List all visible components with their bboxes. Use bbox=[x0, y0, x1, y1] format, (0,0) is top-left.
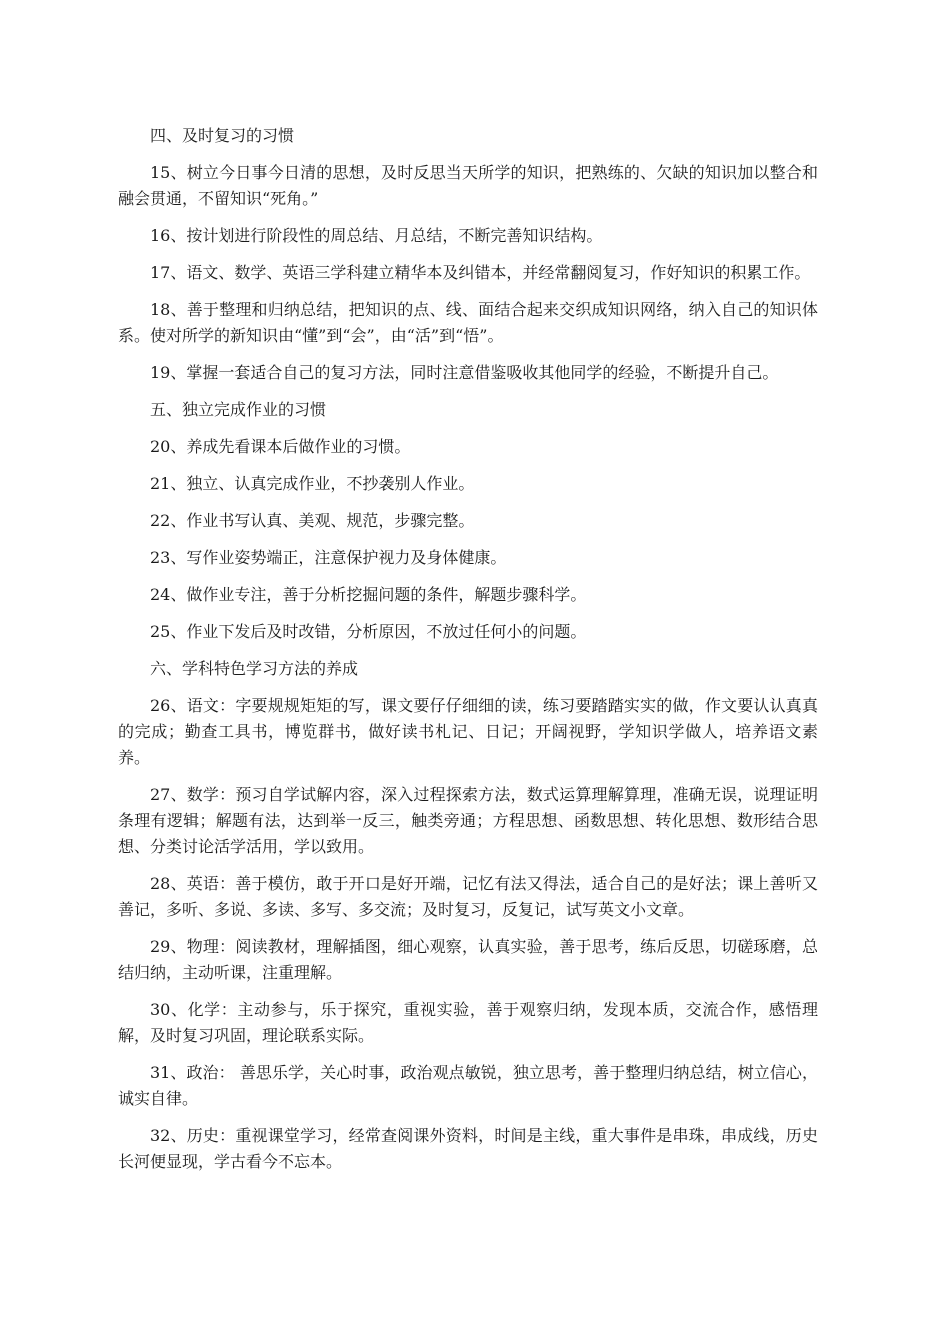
document-body bbox=[118, 123, 818, 1186]
section-heading-review: 四、及时复习的习惯 bbox=[150, 126, 295, 145]
paragraph-22: 22、作业书写认真、美观、规范，步骤完整。 bbox=[150, 511, 475, 530]
paragraph-26: 26、语文：字要规规矩矩的写，课文要仔仔细细的读，练习要踏踏实实的做，作文要认认真真的完成；勤查工具书，博览群书，做好读书札记、日记；开阔视野，学知识学做人，培养语文素养。 bbox=[118, 696, 818, 767]
paragraph-27: 27、数学：预习自学试解内容，深入过程探索方法，数式运算理解算理，准确无误，说理证明条理有逻辑；解题有法，达到举一反三，触类旁通；方程思想、函数思想、转化思想、数形结合思想、分类讨论活学活用，学以致用。 bbox=[118, 785, 818, 856]
paragraph-16: 16、按计划进行阶段性的周总结、月总结，不断完善知识结构。 bbox=[150, 226, 603, 245]
paragraph-29: 29、物理：阅读教材，理解插图，细心观察，认真实验，善于思考，练后反思，切磋琢磨，总结归纳，主动听课，注重理解。 bbox=[118, 937, 818, 982]
paragraph-18: 18、善于整理和归纳总结，把知识的点、线、面结合起来交织成知识网络，纳入自己的知识体系。使对所学的新知识由“懂”到“会”，由“活”到“悟”。 bbox=[118, 300, 818, 345]
paragraph-24: 24、做作业专注，善于分析挖掘问题的条件，解题步骤科学。 bbox=[150, 585, 587, 604]
paragraph-19: 19、掌握一套适合自己的复习方法，同时注意借鉴吸收其他同学的经验，不断提升自己。 bbox=[150, 363, 779, 382]
paragraph-21: 21、独立、认真完成作业，不抄袭别人作业。 bbox=[150, 474, 475, 493]
paragraph-25: 25、作业下发后及时改错，分析原因，不放过任何小的问题。 bbox=[150, 622, 587, 641]
section-heading-homework: 五、独立完成作业的习惯 bbox=[150, 400, 327, 419]
paragraph-30: 30、化学：主动参与，乐于探究，重视实验，善于观察归纳，发现本质，交流合作，感悟理解，及时复习巩固，理论联系实际。 bbox=[118, 1000, 818, 1045]
paragraph-20: 20、养成先看课本后做作业的习惯。 bbox=[150, 437, 411, 456]
paragraph-28: 28、英语：善于模仿，敢于开口是好开端，记忆有法又得法，适合自己的是好法；课上善听又善记，多听、多说、多读、多写、多交流；及时复习，反复记，试写英文小文章。 bbox=[118, 874, 818, 919]
paragraph-17: 17、语文、数学、英语三学科建立精华本及纠错本，并经常翻阅复习，作好知识的积累工作。 bbox=[150, 263, 811, 282]
paragraph-15: 15、树立今日事今日清的思想，及时反思当天所学的知识，把熟练的、欠缺的知识加以整合和融会贯通，不留知识“死角。” bbox=[118, 163, 818, 208]
paragraph-31: 31、政治： 善思乐学，关心时事，政治观点敏锐，独立思考，善于整理归纳总结，树立信心，诚实自律。 bbox=[118, 1063, 818, 1108]
paragraph-32: 32、历史：重视课堂学习，经常查阅课外资料，时间是主线，重大事件是串珠，串成线，历史长河便显现，学古看今不忘本。 bbox=[118, 1126, 818, 1171]
section-heading-subjects: 六、学科特色学习方法的养成 bbox=[150, 659, 359, 678]
paragraph-23: 23、写作业姿势端正，注意保护视力及身体健康。 bbox=[150, 548, 507, 567]
